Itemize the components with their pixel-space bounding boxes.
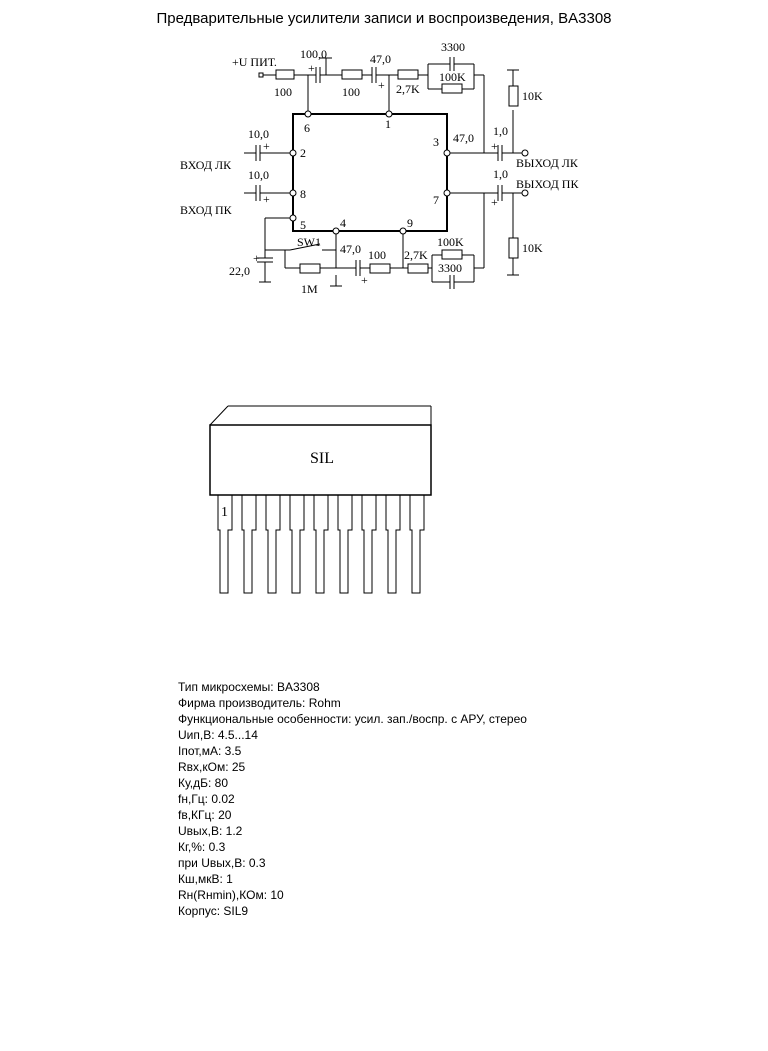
pin-5-node: [290, 215, 296, 221]
c-in-right-value: 10,0: [248, 168, 269, 182]
c-pin3-value: 47,0: [453, 131, 474, 145]
r-top-100k: [442, 84, 462, 93]
sil-pin1-label: 1: [221, 505, 228, 520]
spec-line: Ку,дБ: 80: [178, 776, 229, 790]
spec-line: Тип микросхемы: BA3308: [178, 680, 320, 694]
input-left-label: ВХОД ЛК: [180, 158, 232, 172]
r-supply: [276, 70, 294, 79]
c-bot-3300-value: 3300: [438, 261, 462, 275]
plus-sign-c-pin3: +: [491, 139, 498, 153]
spec-line: Кш,мкВ: 1: [178, 872, 233, 886]
r-bot-100k-value: 100K: [437, 235, 464, 249]
spec-line: Корпус: SIL9: [178, 904, 249, 918]
pin-3-node: [444, 150, 450, 156]
r-bot-2k7-value: 2,7K: [404, 248, 428, 262]
c-top-3300-value: 3300: [441, 40, 465, 54]
switch-label: SW1: [297, 235, 321, 249]
spec-line: fн,Гц: 0.02: [178, 792, 235, 806]
r-out-right: [509, 238, 518, 258]
plus-sign-c-pin5: +: [253, 251, 260, 265]
output-right-label: ВЫХОД ПК: [516, 177, 579, 191]
spec-line: Кг,%: 0.3: [178, 840, 226, 854]
c-supply-value: 100,0: [300, 47, 327, 61]
c-pin5-value: 22,0: [229, 264, 250, 278]
plus-sign-c-in-left: +: [263, 139, 270, 153]
c-top-value: 47,0: [370, 52, 391, 66]
pin-8-label: 8: [300, 187, 306, 201]
r-top-2k7: [398, 70, 418, 79]
page-title: Предварительные усилители записи и воспроизведения, BA3308: [156, 10, 612, 27]
plus-sign-c-top: +: [378, 78, 385, 92]
pin-7-label: 7: [433, 193, 439, 207]
output-left-label: ВЫХОД ЛК: [516, 156, 578, 170]
pin-2-label: 2: [300, 146, 306, 160]
spec-line: fв,КГц: 20: [178, 808, 232, 822]
r-top-value: 100: [342, 85, 360, 99]
spec-line: Функциональные особенности: усил. зап./воспр. с АРУ, стерео: [178, 712, 527, 726]
c-in-left-value: 10,0: [248, 127, 269, 141]
r-top-100k-value: 100K: [439, 70, 466, 84]
c-out-right-value: 1,0: [493, 167, 508, 181]
supply-terminal: [259, 73, 263, 77]
ic-body: [293, 114, 447, 231]
c-out-left-value: 1,0: [493, 124, 508, 138]
r-out-right-value: 10K: [522, 241, 543, 255]
r-bot-100k: [442, 250, 462, 259]
pin-9-node: [400, 228, 406, 234]
plus-sign-c-in-right: +: [263, 192, 270, 206]
c-bot-value: 47,0: [340, 242, 361, 256]
r-out-left-value: 10K: [522, 89, 543, 103]
specs-list: [178, 679, 527, 919]
r-top-2k7-value: 2,7K: [396, 82, 420, 96]
r-bot: [370, 264, 390, 273]
pin-8-node: [290, 190, 296, 196]
plus-sign-c-supply: +: [308, 61, 315, 75]
spec-line: Iпот,мА: 3.5: [178, 744, 242, 758]
spec-line: Uвых,В: 1.2: [178, 824, 243, 838]
r-supply-value: 100: [274, 85, 292, 99]
pin-3-label: 3: [433, 135, 439, 149]
sil-package-label: SIL: [310, 450, 334, 467]
pin-4-label: 4: [340, 216, 346, 230]
spec-line: при Uвых,В: 0.3: [178, 856, 266, 870]
spec-line: Rвх,кОм: 25: [178, 760, 246, 774]
pin-9-label: 9: [407, 216, 413, 230]
r-bot-2k7: [408, 264, 428, 273]
supply-label: +U ПИТ.: [232, 55, 277, 69]
spec-line: Фирма производитель: Rohm: [178, 696, 341, 710]
pin-2-node: [290, 150, 296, 156]
r-bot-value: 100: [368, 248, 386, 262]
plus-sign-c-pin7: +: [491, 195, 498, 209]
r-top: [342, 70, 362, 79]
r-1m: [300, 264, 320, 273]
sil-package-legs: [218, 495, 424, 593]
spec-line: Rн(Rнmin),КОм: 10: [178, 888, 284, 902]
plus-sign-c-bot: +: [361, 273, 368, 287]
pin-5-label: 5: [300, 218, 306, 232]
pin-7-node: [444, 190, 450, 196]
pin-1-label: 1: [385, 117, 391, 131]
pin-4-node: [333, 228, 339, 234]
r-out-left: [509, 86, 518, 106]
pin-6-node: [305, 111, 311, 117]
spec-line: Uип,В: 4.5...14: [178, 728, 258, 742]
input-right-label: ВХОД ПК: [180, 203, 232, 217]
r-1m-value: 1M: [301, 282, 318, 296]
pin-6-label: 6: [304, 121, 310, 135]
